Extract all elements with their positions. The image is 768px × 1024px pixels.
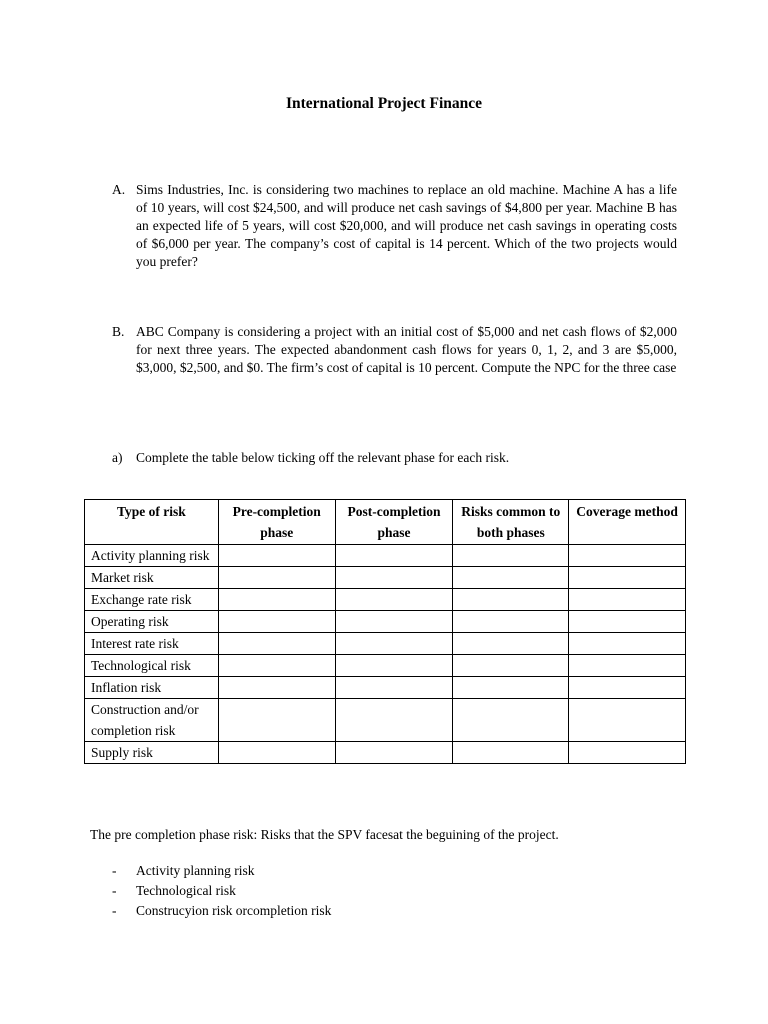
dash-bullet-icon: - (112, 863, 117, 878)
pre-completion-cell[interactable] (218, 589, 335, 611)
question-b (112, 323, 677, 377)
risk-name-cell: Market risk (85, 567, 219, 589)
list-item (112, 901, 331, 921)
table-row (85, 589, 686, 611)
header-pre-completion: Pre-completion phase (218, 500, 335, 545)
list-item-text: Construcyion risk orcompletion risk (136, 903, 332, 918)
table-row (85, 545, 686, 567)
header-coverage-method: Coverage method (569, 500, 686, 545)
header-type-of-risk: Type of risk (85, 500, 219, 545)
pre-completion-cell[interactable] (218, 655, 335, 677)
header-post-completion: Post-completion phase (335, 500, 453, 545)
common-cell[interactable] (453, 589, 569, 611)
risk-name-cell: Exchange rate risk (85, 589, 219, 611)
risk-name-cell: Supply risk (85, 742, 219, 764)
coverage-cell[interactable] (569, 677, 686, 699)
pre-completion-cell[interactable] (218, 567, 335, 589)
list-item (112, 861, 331, 881)
common-cell[interactable] (453, 611, 569, 633)
risk-name-cell: Inflation risk (85, 677, 219, 699)
post-completion-cell[interactable] (335, 611, 453, 633)
common-cell[interactable] (453, 699, 569, 742)
pre-completion-cell[interactable] (218, 545, 335, 567)
list-item-text: Technological risk (136, 883, 236, 898)
coverage-cell[interactable] (569, 545, 686, 567)
coverage-cell[interactable] (569, 655, 686, 677)
risk-name-cell: Operating risk (85, 611, 219, 633)
list-item (112, 881, 331, 901)
pre-completion-note: The pre completion phase risk: Risks that the SPV facesat the beguining of the project. (90, 827, 559, 842)
sub-question-a (112, 449, 677, 467)
common-cell[interactable] (453, 545, 569, 567)
dash-bullet-icon: - (112, 903, 117, 918)
coverage-cell[interactable] (569, 567, 686, 589)
pre-completion-cell[interactable] (218, 633, 335, 655)
post-completion-cell[interactable] (335, 699, 453, 742)
coverage-cell[interactable] (569, 589, 686, 611)
pre-completion-cell[interactable] (218, 677, 335, 699)
question-b-marker: B. (112, 324, 125, 339)
common-cell[interactable] (453, 677, 569, 699)
post-completion-cell[interactable] (335, 655, 453, 677)
pre-completion-cell[interactable] (218, 742, 335, 764)
table-row (85, 633, 686, 655)
question-a-marker: A. (112, 182, 126, 197)
risk-table (84, 499, 686, 764)
post-completion-cell[interactable] (335, 567, 453, 589)
sub-question-a-marker: a) (112, 450, 123, 465)
table-header-row (85, 500, 686, 545)
common-cell[interactable] (453, 633, 569, 655)
pre-completion-cell[interactable] (218, 611, 335, 633)
common-cell[interactable] (453, 742, 569, 764)
post-completion-cell[interactable] (335, 742, 453, 764)
question-b-text: ABC Company is considering a project with an initial cost of $5,000 and net cash flows of $2,000 for next three years. The expected abandonment cash flows for years 0, 1, 2, and 3 are $5,000, $3,000, $2,500, and $0. The firm’s cost of capital is 10 percent. Compute the NPC for the three case (136, 324, 677, 375)
risk-name-cell: Technological risk (85, 655, 219, 677)
table-row (85, 742, 686, 764)
post-completion-cell[interactable] (335, 633, 453, 655)
post-completion-cell[interactable] (335, 677, 453, 699)
pre-completion-cell[interactable] (218, 699, 335, 742)
header-common-risks: Risks common to both phases (453, 500, 569, 545)
table-row (85, 677, 686, 699)
coverage-cell[interactable] (569, 742, 686, 764)
risk-list (112, 861, 331, 921)
post-completion-cell[interactable] (335, 589, 453, 611)
table-row (85, 699, 686, 742)
table-row (85, 611, 686, 633)
table-row (85, 567, 686, 589)
risk-name-cell: Construction and/or completion risk (85, 699, 219, 742)
page-title: International Project Finance (285, 95, 482, 112)
coverage-cell[interactable] (569, 611, 686, 633)
coverage-cell[interactable] (569, 699, 686, 742)
common-cell[interactable] (453, 567, 569, 589)
question-a-text: Sims Industries, Inc. is considering two machines to replace an old machine. Machine A has a life of 10 years, will cost $24,500, and will produce net cash savings of $4,800 per year. Machine B has an expected life of 5 years, will cost $20,000, and will produce net cash savings in operating costs of $6,000 per year. The company’s cost of capital is 14 percent. Which of the two projects would you prefer? (136, 182, 677, 269)
post-completion-cell[interactable] (335, 545, 453, 567)
risk-name-cell: Interest rate risk (85, 633, 219, 655)
sub-question-a-text: Complete the table below ticking off the relevant phase for each risk. (136, 450, 510, 465)
list-item-text: Activity planning risk (136, 863, 255, 878)
common-cell[interactable] (453, 655, 569, 677)
dash-bullet-icon: - (112, 883, 117, 898)
question-a (112, 181, 677, 271)
coverage-cell[interactable] (569, 633, 686, 655)
risk-name-cell: Activity planning risk (85, 545, 219, 567)
table-row (85, 655, 686, 677)
